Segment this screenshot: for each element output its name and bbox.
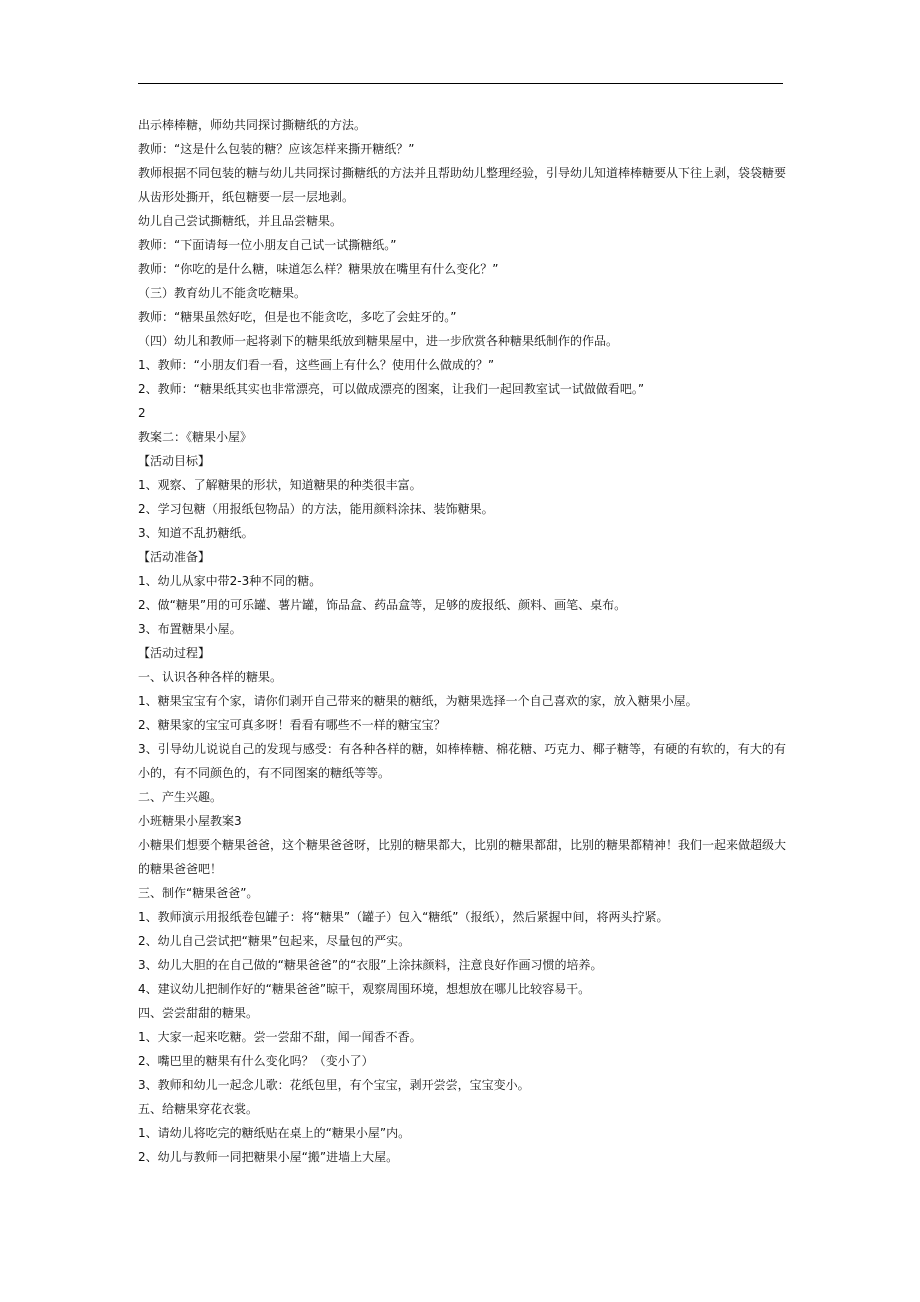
list-item: 1、幼儿从家中带2-3种不同的糖。 (138, 574, 322, 588)
list-item: 3、知道不乱扔糖纸。 (138, 526, 254, 540)
text-line: 教师：“下面请每一位小朋友自己试一试撕糖纸。” (138, 238, 397, 252)
subsection-heading: 二、产生兴趣。 (138, 790, 223, 804)
list-item: 3、布置糖果小屋。 (138, 622, 242, 636)
list-item: 1、教师：“小朋友们看一看，这些画上有什么？使用什么做成的？” (138, 358, 495, 372)
text-line: 教师：“这是什么包装的糖？应该怎样来撕开糖纸？” (138, 142, 415, 156)
list-item: 4、建议幼儿把制作好的“糖果爸爸”晾干，观察周围环境，想想放在哪儿比较容易干。 (138, 982, 591, 996)
list-item: 3、幼儿大胆的在自己做的“糖果爸爸”的“衣服”上涂抹颜料，注意良好作画习惯的培养。 (138, 958, 603, 972)
list-item: 1、糖果宝宝有个家，请你们剥开自己带来的糖果的糖纸，为糖果选择一个自己喜欢的家，放入糖果小屋。 (138, 694, 698, 708)
list-item: 1、大家一起来吃糖。尝一尝甜不甜，闻一闻香不香。 (138, 1030, 422, 1044)
section-heading: （四）幼儿和教师一起将剥下的糖果纸放到糖果屋中，进一步欣赏各种糖果纸制作的作品。 (138, 334, 619, 348)
list-item: 2、幼儿自己尝试把“糖果”包起来，尽量包的严实。 (138, 934, 411, 948)
list-item: 3、教师和幼儿一起念儿歌：花纸包里，有个宝宝，剥开尝尝，宝宝变小。 (138, 1078, 530, 1092)
text-line: 幼儿自己尝试撕糖纸，并且品尝糖果。 (138, 214, 343, 228)
list-item: 1、观察、了解糖果的形状，知道糖果的种类很丰富。 (138, 478, 422, 492)
list-item: 3、引导幼儿说说自己的发现与感受：有各种各样的糖，如棒棒糖、棉花糖、巧克力、椰子糖等，有硬的有软的，有大的有小的，有不同颜色的，有不同图案的糖纸等等。 (138, 742, 786, 780)
document-body (138, 113, 786, 1169)
list-item: 2、教师：“糖果纸其实也非常漂亮，可以做成漂亮的图案，让我们一起回教室试一试做做看吧。” (138, 382, 645, 396)
list-item: 2、幼儿与教师一同把糖果小屋“搬”进墙上大屋。 (138, 1150, 399, 1164)
subsection-heading: 四、尝尝甜甜的糖果。 (138, 1006, 259, 1020)
list-item: 2、糖果家的宝宝可真多呀！看看有哪些不一样的糖宝宝？ (138, 718, 446, 732)
lesson-title: 小班糖果小屋教案3 (138, 814, 242, 828)
section-heading: （三）教育幼儿不能贪吃糖果。 (138, 286, 307, 300)
list-item: 2、嘴巴里的糖果有什么变化吗？（变小了） (138, 1054, 374, 1068)
text-paragraph: 小糖果们想要个糖果爸爸，这个糖果爸爸呀，比别的糖果都大，比别的糖果都甜，比别的糖果都精神！我们一起来做超级大的糖果爸爸吧！ (138, 838, 787, 876)
list-item: 2、做“糖果”用的可乐罐、薯片罐，饰品盒、药品盒等，足够的废报纸、颜料、画笔、桌布。 (138, 598, 627, 612)
subsection-heading: 一、认识各种各样的糖果。 (138, 670, 283, 684)
section-heading: 【活动目标】 (138, 454, 211, 468)
subsection-heading: 三、制作“糖果爸爸”。 (138, 886, 259, 900)
list-item: 1、教师演示用报纸卷包罐子：将“糖果”（罐子）包入“糖纸”（报纸），然后紧握中间，将两头拧紧。 (138, 910, 669, 924)
text-paragraph: 教师根据不同包装的糖与幼儿共同探讨撕糖纸的方法并且帮助幼儿整理经验，引导幼儿知道棒棒糖要从下往上剥，袋袋糖要从齿形处撕开，纸包糖要一层一层地剥。 (138, 166, 787, 204)
list-item: 1、请幼儿将吃完的糖纸贴在桌上的“糖果小屋”内。 (138, 1126, 411, 1140)
list-item: 2、学习包糖（用报纸包物品）的方法，能用颜料涂抹、装饰糖果。 (138, 502, 494, 516)
subsection-heading: 五、给糖果穿花衣裳。 (138, 1102, 259, 1116)
page-number-marker: 2 (138, 406, 146, 420)
section-heading: 【活动过程】 (138, 646, 211, 660)
header-rule (138, 83, 783, 84)
text-line: 教师：“糖果虽然好吃，但是也不能贪吃，多吃了会蛀牙的。” (138, 310, 457, 324)
text-line: 出示棒棒糖，师幼共同探讨撕糖纸的方法。 (138, 118, 367, 132)
section-heading: 【活动准备】 (138, 550, 211, 564)
text-line: 教师：“你吃的是什么糖，味道怎么样？糖果放在嘴里有什么变化？” (138, 262, 499, 276)
lesson-title: 教案二：《糖果小屋》 (138, 430, 253, 444)
